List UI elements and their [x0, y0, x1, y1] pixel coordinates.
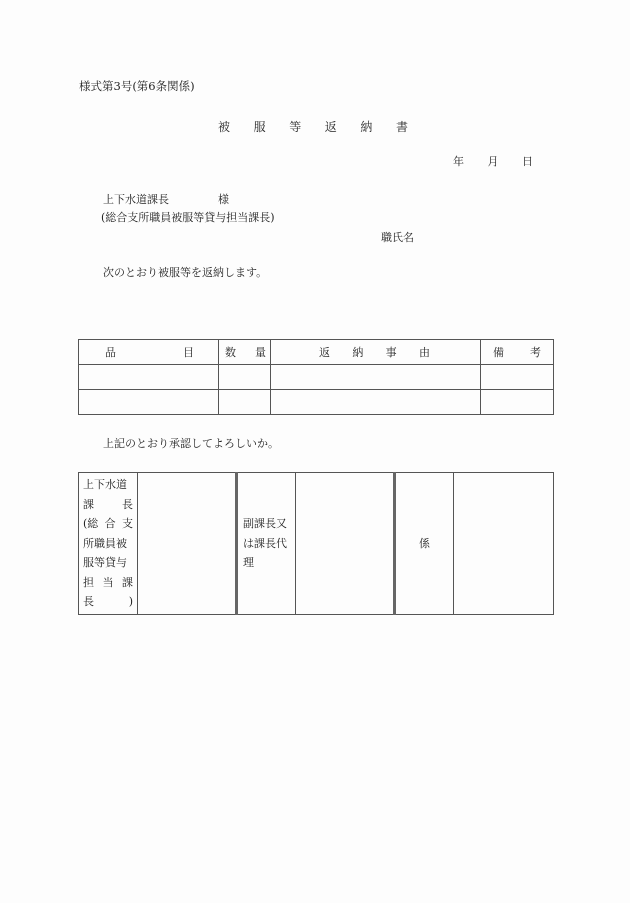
remarks-cell[interactable]	[481, 390, 554, 415]
return-reason-cell[interactable]	[271, 390, 481, 415]
chief-label-line: 課 長	[83, 497, 133, 511]
chief-label-line: 担 当 課	[83, 575, 133, 589]
header-quantity: 数 量	[219, 340, 271, 365]
form-number: 様式第3号(第6条関係)	[79, 79, 195, 93]
title-char: 納	[360, 120, 373, 134]
quantity-cell[interactable]	[219, 365, 271, 390]
table-row	[79, 390, 554, 415]
quantity-cell[interactable]	[219, 390, 271, 415]
chief-label-line: 服等貸与	[83, 556, 127, 569]
chief-seal-cell[interactable]	[138, 473, 237, 615]
header-return-reason: 返 納 事 由	[271, 340, 481, 365]
items-table	[78, 339, 554, 415]
deputy-label-line: 副課長又	[243, 517, 287, 530]
approval-table	[78, 472, 554, 615]
header-remarks: 備 考	[481, 340, 554, 365]
staff-label-cell	[395, 473, 454, 615]
approval-text: 上記のとおり承認してよろしいか。	[103, 437, 279, 450]
deputy-label-line: は課長代	[243, 536, 287, 550]
remarks-cell[interactable]	[481, 365, 554, 390]
deputy-label-cell	[237, 473, 296, 615]
title-char: 等	[289, 120, 302, 134]
date-line	[453, 156, 533, 167]
addressee-title: 上下水道課長	[103, 193, 169, 206]
header-item-name: 品 目	[79, 340, 219, 365]
date-day-label: 日	[522, 155, 533, 168]
title-char: 返	[324, 120, 337, 134]
deputy-seal-cell[interactable]	[296, 473, 395, 615]
items-table-header	[79, 340, 554, 365]
date-year-label: 年	[453, 155, 464, 168]
item-name-cell[interactable]	[79, 390, 219, 415]
chief-label-line: (総 合 支	[83, 517, 133, 530]
body-text: 次のとおり被服等を返納します。	[103, 266, 268, 279]
table-row	[79, 365, 554, 390]
chief-label-cell	[79, 473, 138, 615]
staff-seal-cell[interactable]	[454, 473, 554, 615]
title-char: 被	[218, 120, 231, 134]
chief-label-line: 所職員被	[83, 536, 127, 550]
title-char: 服	[253, 120, 266, 134]
sender-name-label: 職氏名	[381, 231, 414, 244]
deputy-label-line: 理	[243, 556, 254, 569]
document-title	[218, 121, 408, 133]
date-month-label: 月	[487, 155, 499, 168]
staff-label: 係	[419, 537, 430, 551]
item-name-cell[interactable]	[79, 365, 219, 390]
addressee-honorific: 様	[218, 193, 229, 206]
chief-label-line: 上下水道	[83, 478, 127, 491]
title-char: 書	[395, 120, 408, 134]
chief-label-line: 長 )	[83, 595, 133, 608]
addressee-subtitle: (総合支所職員被服等貸与担当課長)	[101, 211, 275, 224]
return-reason-cell[interactable]	[271, 365, 481, 390]
